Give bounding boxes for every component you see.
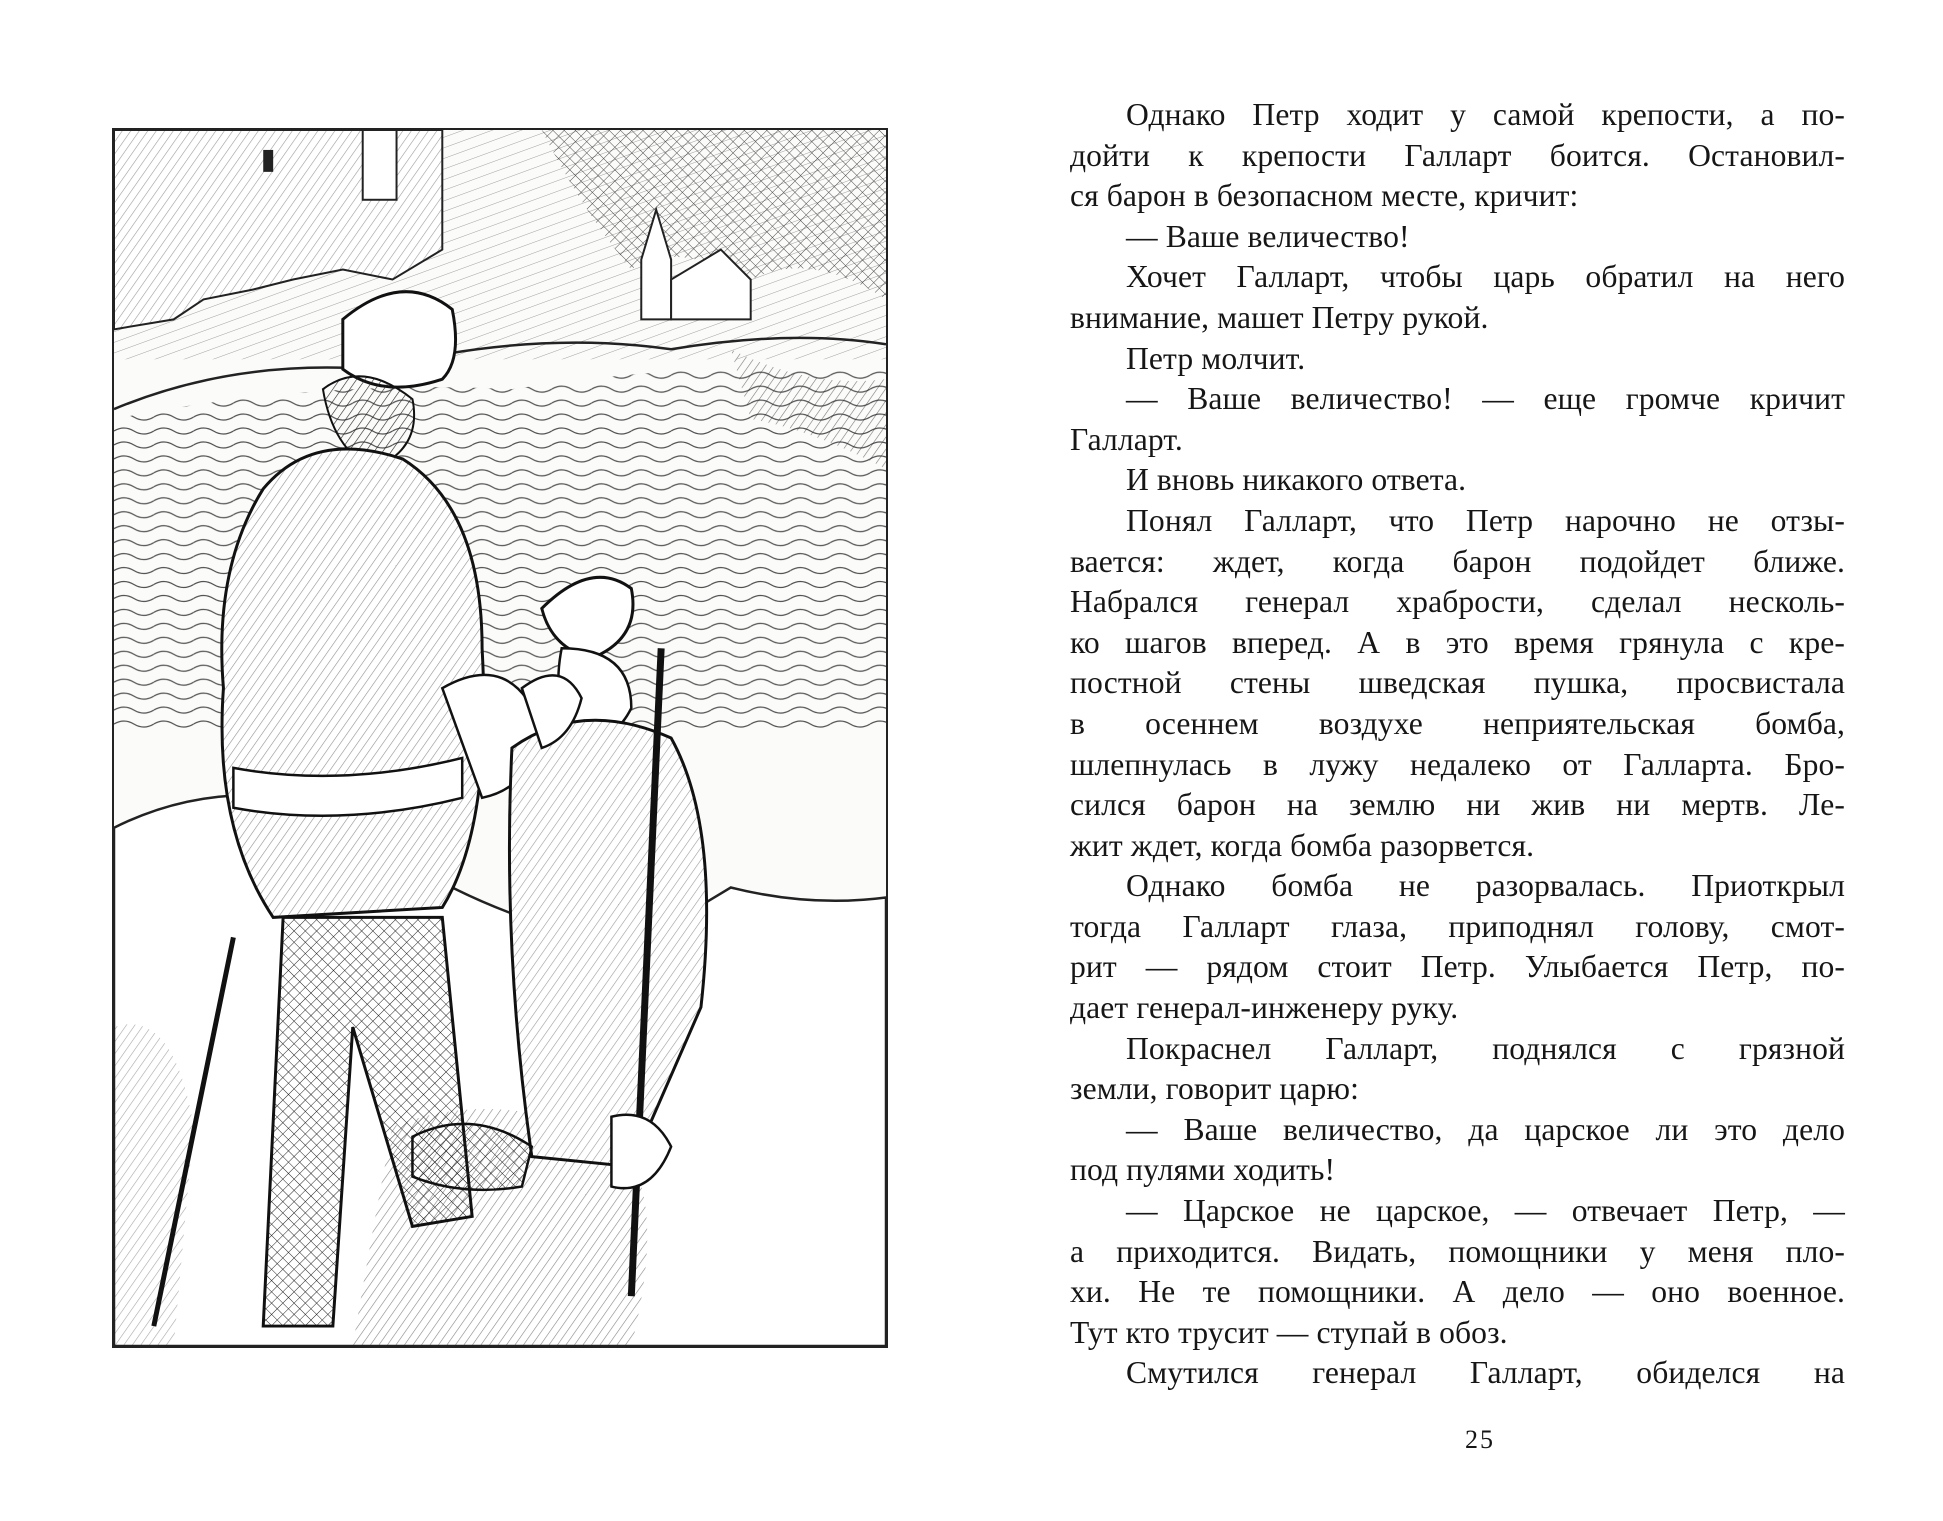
text-line: ся барон в безопасном месте, кричит: <box>1070 178 1579 214</box>
text-line: внимание, машет Петру рукой. <box>1070 299 1489 335</box>
text-line: под пулями ходить! <box>1070 1152 1336 1188</box>
text-line: Набрался генерал храбрости, сделал несколь- <box>1070 584 1845 620</box>
text-line: Покраснел Галларт, поднялся с грязной <box>1126 1030 1845 1066</box>
text-line: а приходится. Видать, помощники у меня пло- <box>1070 1233 1845 1269</box>
text-line: И вновь никакого ответа. <box>1126 462 1467 498</box>
ink-drawing <box>114 130 886 1346</box>
text-line: хи. Не те помощники. А дело — оно военное. <box>1070 1274 1845 1310</box>
text-line: ко шагов вперед. А в это время грянула с кре- <box>1070 624 1845 660</box>
text-line: Смутился генерал Галларт, обиделся на <box>1126 1355 1845 1391</box>
illustration-peter-and-gallart <box>112 128 888 1348</box>
text-column <box>1070 95 1845 1394</box>
text-line: дает генерал-инженеру руку. <box>1070 990 1459 1026</box>
text-line: Тут кто трусит — ступай в обоз. <box>1070 1314 1508 1350</box>
text-line: шлепнулась в лужу недалеко от Галларта. Бро- <box>1070 746 1845 782</box>
text-line: — Царское не царское, — отвечает Петр, — <box>1126 1193 1845 1229</box>
text-line: вается: ждет, когда барон подойдет ближе. <box>1070 543 1845 579</box>
text-line: Петр молчит. <box>1126 340 1306 376</box>
text-line: постной стены шведская пушка, просвистала <box>1070 665 1845 701</box>
text-line: — Ваше величество, да царское ли это дело <box>1126 1111 1845 1147</box>
text-line: Хочет Галларт, чтобы царь обратил на него <box>1126 259 1845 295</box>
text-line: сился барон на землю ни жив ни мертв. Ле- <box>1070 787 1845 823</box>
text-line: Однако бомба не разорвалась. Приоткрыл <box>1126 868 1845 904</box>
text-line: Понял Галларт, что Петр нарочно не отзы- <box>1126 502 1845 538</box>
text-line: в осеннем воздухе неприятельская бомба, <box>1070 705 1845 741</box>
text-line: Галларт. <box>1070 421 1183 457</box>
text-line: Однако Петр ходит у самой крепости, а по- <box>1126 97 1845 132</box>
text-line: земли, говорит царю: <box>1070 1071 1359 1107</box>
text-line: дойти к крепости Галларт боится. Остановил- <box>1070 137 1845 173</box>
text-line: жит ждет, когда бомба разорвется. <box>1070 827 1535 863</box>
page-number: 25 <box>1465 1425 1495 1454</box>
text-line: — Ваше величество! — еще громче кричит <box>1126 381 1845 417</box>
text-line: тогда Галларт глаза, приподнял голову, смот- <box>1070 908 1845 944</box>
text-line: рит — рядом стоит Петр. Улыбается Петр, по- <box>1070 949 1845 985</box>
text-line: — Ваше величество! <box>1126 218 1410 254</box>
